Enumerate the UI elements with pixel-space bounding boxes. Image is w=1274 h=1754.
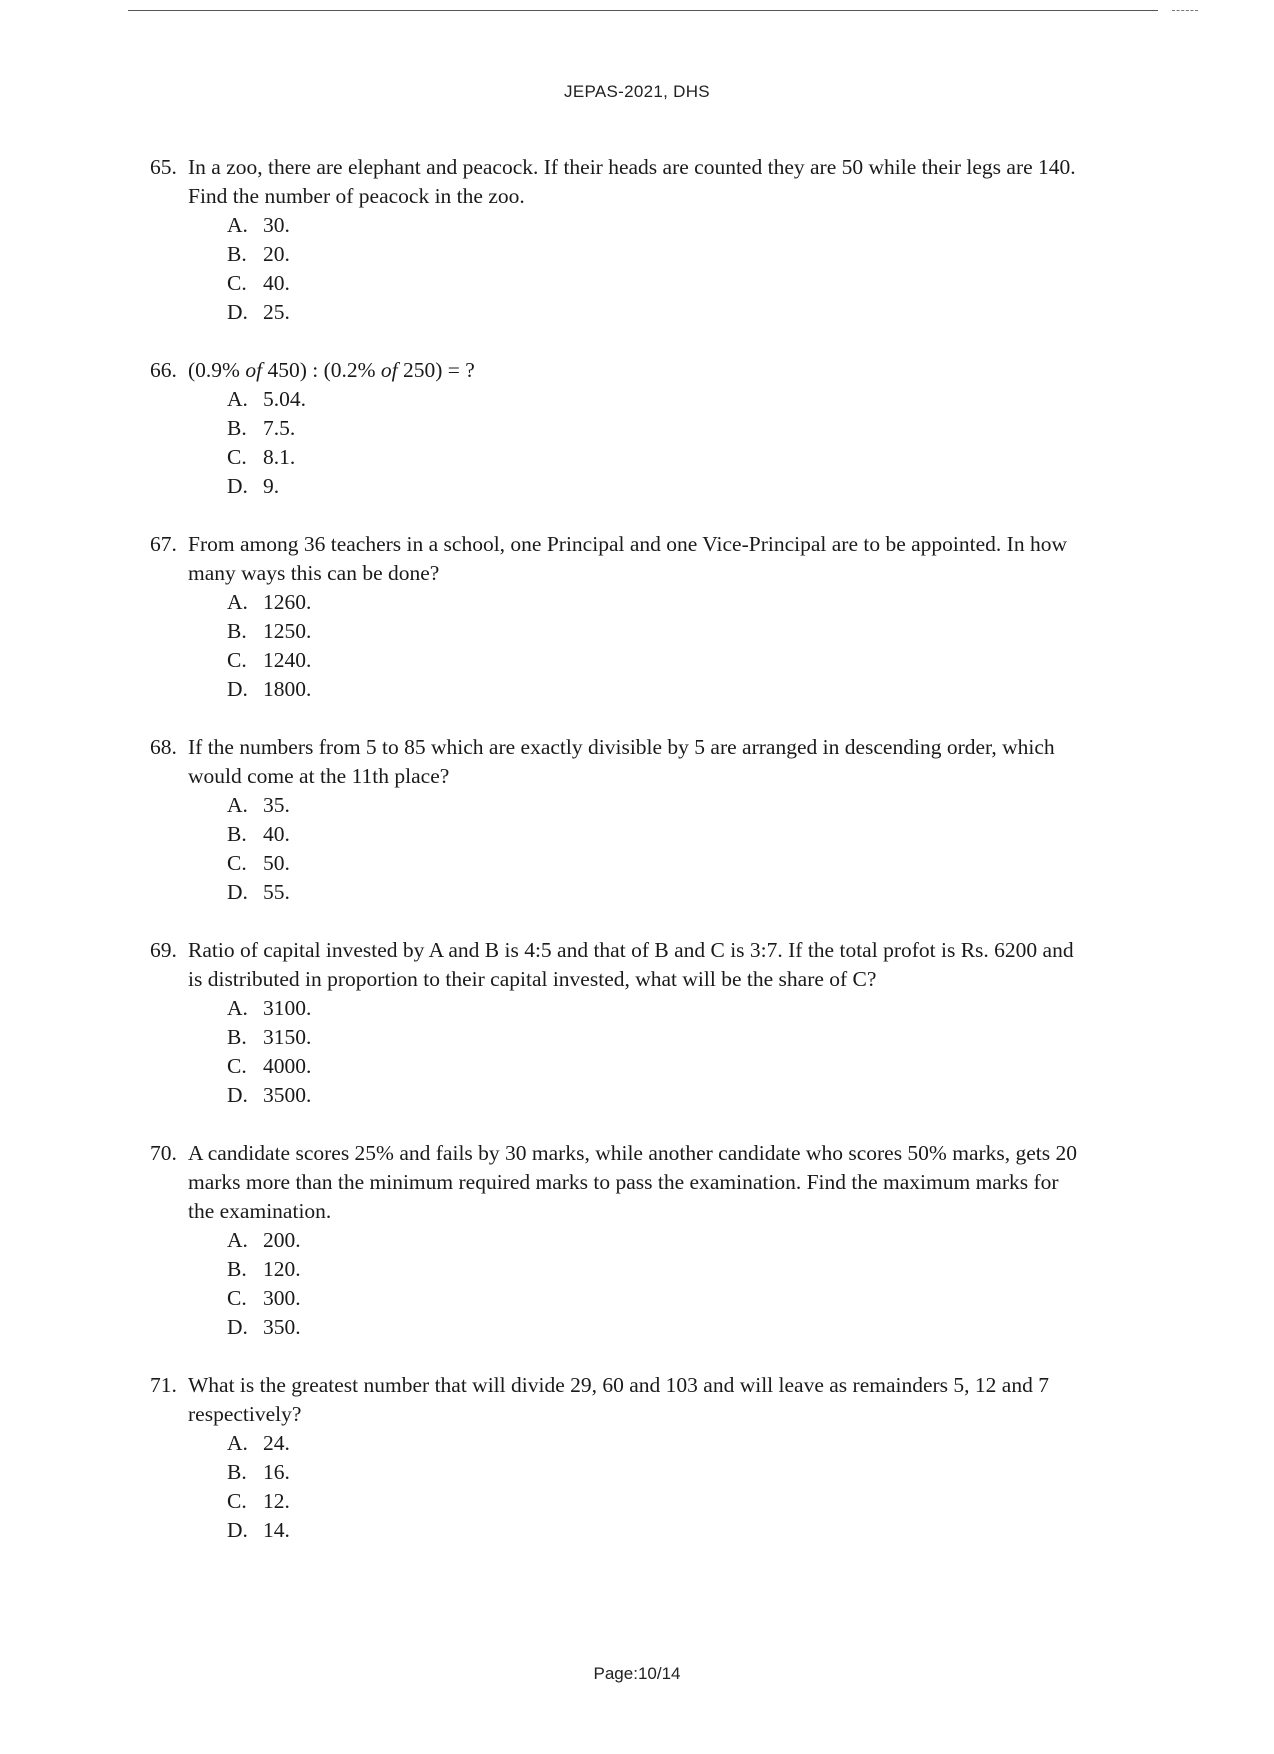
option-text: 1260. [263, 590, 312, 614]
option-text: 20. [263, 242, 290, 266]
option-d [227, 675, 1090, 704]
option-text: 35. [263, 793, 290, 817]
top-rule [128, 10, 1158, 11]
option-text: 40. [263, 271, 290, 295]
option-letter: B. [227, 822, 247, 846]
option-d [227, 298, 1090, 327]
question-number: 70. [150, 1141, 177, 1165]
option-text: 1240. [263, 648, 312, 672]
option-letter: D. [227, 1083, 248, 1107]
option-letter: C. [227, 1489, 247, 1513]
option-letter: A. [227, 590, 248, 614]
question-stem [150, 936, 1090, 994]
question-68 [150, 733, 1090, 907]
option-text: 120. [263, 1257, 301, 1281]
question-text: From among 36 teachers in a school, one Principal and one Vice-Principal are to be appointed. In how many ways this can be done? [188, 532, 1067, 585]
option-letter: D. [227, 677, 248, 701]
question-list [150, 153, 1090, 1574]
option-a [227, 994, 1090, 1023]
option-text: 50. [263, 851, 290, 875]
option-list [150, 588, 1090, 704]
question-text: What is the greatest number that will divide 29, 60 and 103 and will leave as remainders 5, 12 and 7 respectively? [188, 1373, 1049, 1426]
option-text: 1800. [263, 677, 312, 701]
option-b [227, 414, 1090, 443]
question-stem [150, 1371, 1090, 1429]
option-d [227, 878, 1090, 907]
option-a [227, 1226, 1090, 1255]
option-a [227, 385, 1090, 414]
option-b [227, 240, 1090, 269]
option-letter: C. [227, 271, 247, 295]
question-number: 67. [150, 532, 177, 556]
expr-part: 250) = ? [397, 358, 475, 382]
option-text: 14. [263, 1518, 290, 1542]
option-text: 55. [263, 880, 290, 904]
option-text: 9. [263, 474, 280, 498]
option-text: 4000. [263, 1054, 312, 1078]
option-text: 350. [263, 1315, 301, 1339]
option-text: 200. [263, 1228, 301, 1252]
page-header: JEPAS-2021, DHS [564, 82, 710, 101]
option-letter: B. [227, 416, 247, 440]
question-stem [150, 733, 1090, 791]
question-text: In a zoo, there are elephant and peacock. If their heads are counted they are 50 while their legs are 140. Find the number of peacock in the zoo. [188, 155, 1076, 208]
question-text: A candidate scores 25% and fails by 30 marks, while another candidate who scores 50% marks, gets 20 marks more than the minimum required marks to pass the examination. Find the maximum marks for the examination. [188, 1141, 1078, 1223]
question-stem [150, 530, 1090, 588]
question-67 [150, 530, 1090, 704]
option-d [227, 1516, 1090, 1545]
option-letter: C. [227, 851, 247, 875]
option-letter: C. [227, 648, 247, 672]
question-stem [150, 153, 1090, 211]
option-list [150, 1429, 1090, 1545]
option-text: 3150. [263, 1025, 312, 1049]
option-a [227, 1429, 1090, 1458]
option-text: 40. [263, 822, 290, 846]
question-number: 66. [150, 358, 177, 382]
option-letter: D. [227, 1315, 248, 1339]
question-text: Ratio of capital invested by A and B is 4:5 and that of B and C is 3:7. If the total profot is Rs. 6200 and is distributed in proportion to their capital invested, what will be the share of C? [188, 938, 1074, 991]
expr-part: (0.9% [188, 358, 246, 382]
option-b [227, 1023, 1090, 1052]
option-a [227, 791, 1090, 820]
option-list [150, 385, 1090, 501]
option-letter: B. [227, 242, 247, 266]
option-text: 12. [263, 1489, 290, 1513]
option-b [227, 617, 1090, 646]
option-c [227, 1284, 1090, 1313]
option-letter: D. [227, 1518, 248, 1542]
question-71 [150, 1371, 1090, 1545]
question-text: If the numbers from 5 to 85 which are exactly divisible by 5 are arranged in descending order, which would come at the 11th place? [188, 735, 1055, 788]
option-c [227, 443, 1090, 472]
question-69 [150, 936, 1090, 1110]
option-d [227, 1313, 1090, 1342]
option-letter: C. [227, 1054, 247, 1078]
option-letter: D. [227, 880, 248, 904]
option-list [150, 211, 1090, 327]
option-letter: B. [227, 1025, 247, 1049]
option-c [227, 269, 1090, 298]
expr-of: of [245, 358, 263, 382]
option-c [227, 1052, 1090, 1081]
expr-part: 450) : (0.2% [262, 358, 381, 382]
option-c [227, 849, 1090, 878]
option-c [227, 646, 1090, 675]
option-letter: D. [227, 300, 248, 324]
option-b [227, 820, 1090, 849]
question-66 [150, 356, 1090, 501]
option-a [227, 588, 1090, 617]
option-text: 5.04. [263, 387, 306, 411]
option-text: 8.1. [263, 445, 296, 469]
question-number: 69. [150, 938, 177, 962]
question-stem [150, 356, 1090, 385]
question-65 [150, 153, 1090, 327]
option-d [227, 1081, 1090, 1110]
option-d [227, 472, 1090, 501]
option-letter: A. [227, 793, 248, 817]
option-letter: A. [227, 996, 248, 1020]
option-letter: D. [227, 474, 248, 498]
option-letter: B. [227, 1257, 247, 1281]
question-number: 71. [150, 1373, 177, 1397]
option-text: 1250. [263, 619, 312, 643]
option-letter: B. [227, 619, 247, 643]
question-number: 65. [150, 155, 177, 179]
option-letter: C. [227, 1286, 247, 1310]
option-text: 16. [263, 1460, 290, 1484]
option-list [150, 994, 1090, 1110]
question-number: 68. [150, 735, 177, 759]
top-rule-tail [1172, 10, 1198, 11]
option-a [227, 211, 1090, 240]
option-letter: C. [227, 445, 247, 469]
option-c [227, 1487, 1090, 1516]
option-letter: A. [227, 387, 248, 411]
option-letter: B. [227, 1460, 247, 1484]
option-text: 7.5. [263, 416, 296, 440]
option-text: 3500. [263, 1083, 312, 1107]
option-letter: A. [227, 1431, 248, 1455]
question-stem [150, 1139, 1090, 1226]
option-text: 25. [263, 300, 290, 324]
option-list [150, 1226, 1090, 1342]
question-70 [150, 1139, 1090, 1342]
option-b [227, 1458, 1090, 1487]
expr-of: of [380, 358, 398, 382]
option-text: 30. [263, 213, 290, 237]
question-text [188, 358, 475, 382]
option-text: 3100. [263, 996, 312, 1020]
option-list [150, 791, 1090, 907]
option-letter: A. [227, 213, 248, 237]
option-b [227, 1255, 1090, 1284]
option-text: 24. [263, 1431, 290, 1455]
option-text: 300. [263, 1286, 301, 1310]
page-number: Page:10/14 [593, 1664, 681, 1683]
option-letter: A. [227, 1228, 248, 1252]
